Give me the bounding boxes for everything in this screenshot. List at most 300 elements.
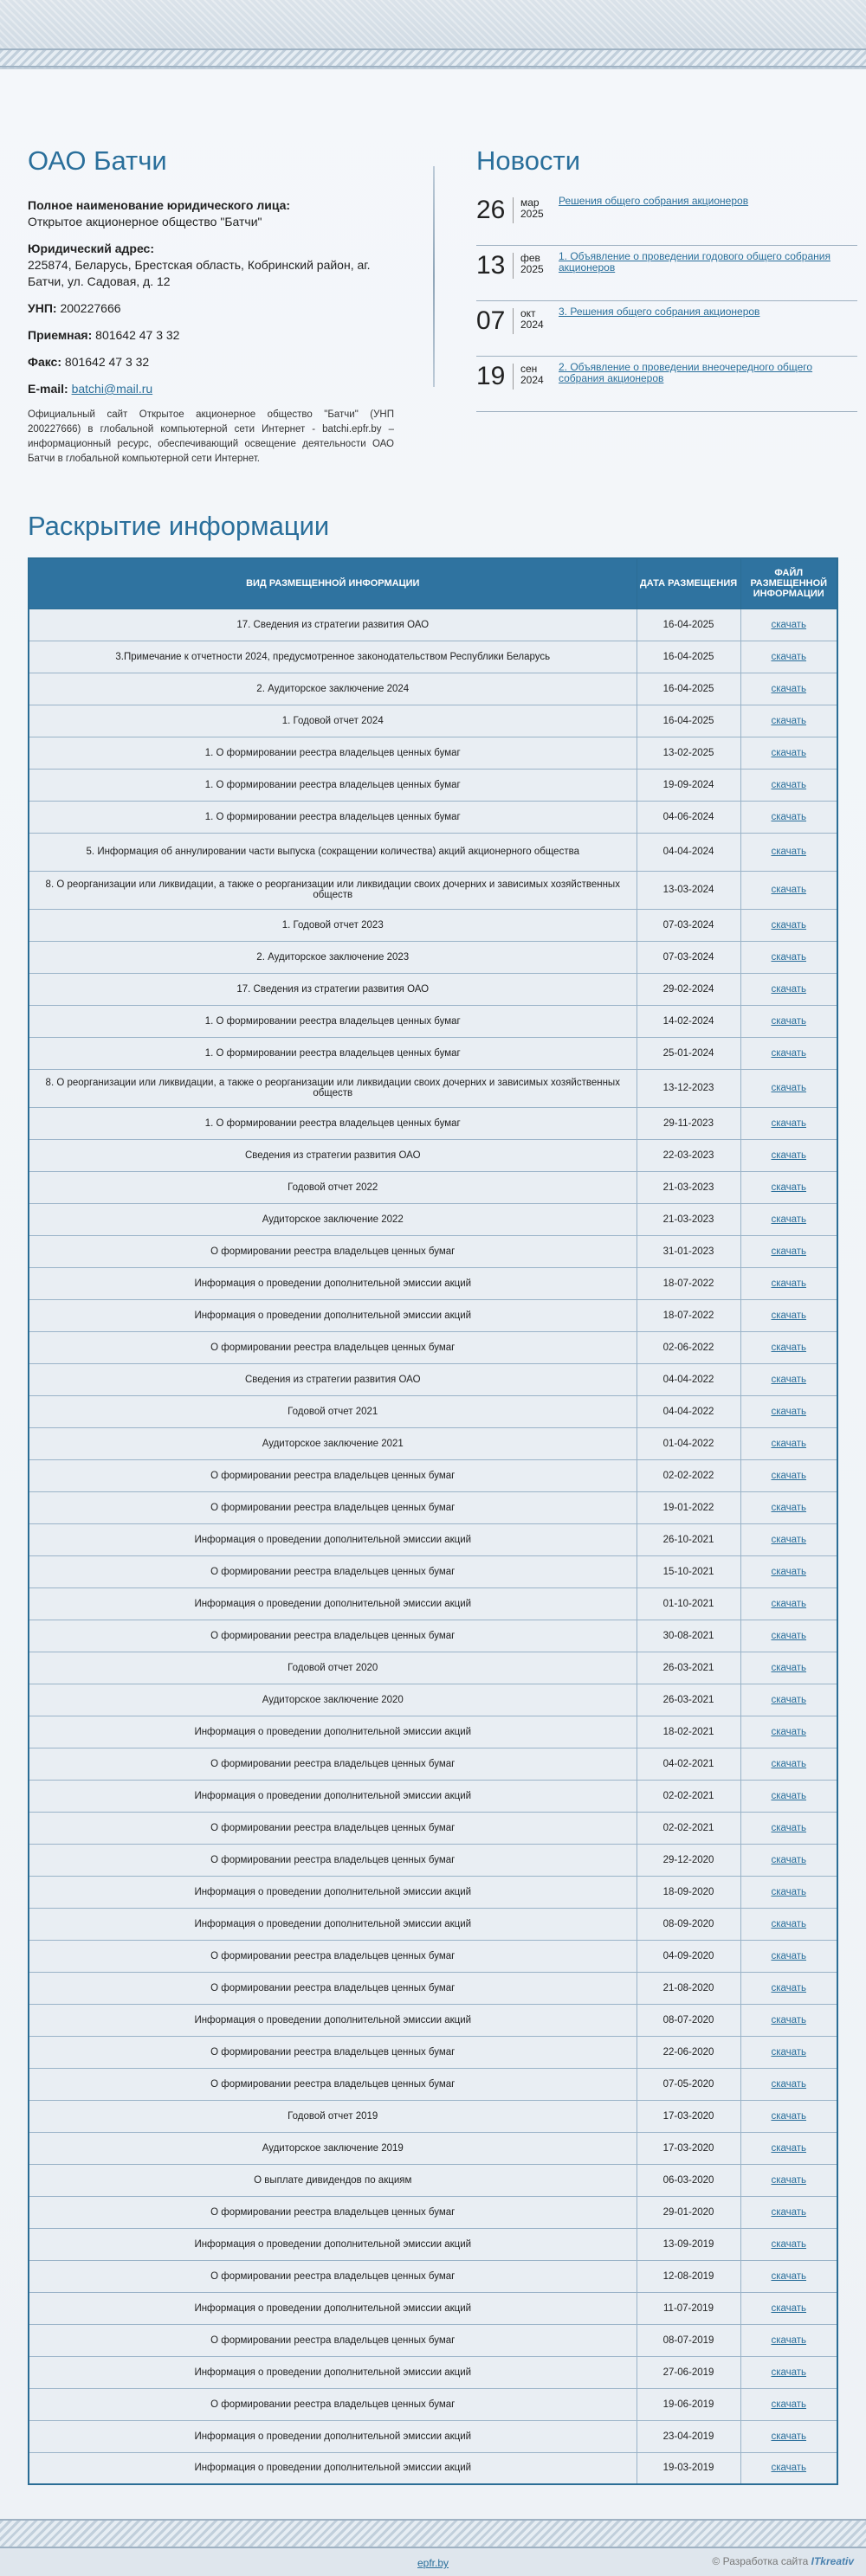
cell-file bbox=[740, 1587, 837, 1620]
table-row bbox=[29, 801, 837, 833]
table-row bbox=[29, 1491, 837, 1523]
cell-info-type: 5. Информация об аннулировании части выпуска (сокращении количества) акций акционерного общества bbox=[29, 833, 637, 871]
cell-info-type: Аудиторское заключение 2021 bbox=[29, 1427, 637, 1459]
download-link[interactable]: скачать bbox=[771, 2142, 807, 2154]
table-row bbox=[29, 2292, 837, 2324]
reception-label: Приемная: bbox=[28, 328, 93, 342]
cell-date: 19-01-2022 bbox=[637, 1491, 740, 1523]
cell-date: 06-03-2020 bbox=[637, 2164, 740, 2196]
cell-info-type: Информация о проведении дополнительной эмиссии акций bbox=[29, 2356, 637, 2388]
cell-info-type: 1. О формировании реестра владельцев ценных бумаг bbox=[29, 737, 637, 769]
cell-date: 21-08-2020 bbox=[637, 1972, 740, 2004]
cell-date: 18-09-2020 bbox=[637, 1876, 740, 1908]
cell-info-type: Информация о проведении дополнительной эмиссии акций bbox=[29, 1587, 637, 1620]
developer-brand[interactable]: ITkreativ bbox=[811, 2555, 854, 2567]
cell-file bbox=[740, 2452, 837, 2484]
table-row bbox=[29, 2420, 837, 2452]
cell-file bbox=[740, 1908, 837, 1940]
news-month-year bbox=[513, 253, 544, 279]
cell-info-type: Информация о проведении дополнительной эмиссии акций bbox=[29, 2004, 637, 2036]
cell-file bbox=[740, 1812, 837, 1844]
cell-file bbox=[740, 1363, 837, 1395]
cell-info-type: 1. О формировании реестра владельцев ценных бумаг bbox=[29, 1037, 637, 1069]
news-year: 2024 bbox=[520, 319, 544, 331]
cell-file bbox=[740, 1037, 837, 1069]
table-row bbox=[29, 871, 837, 909]
cell-file bbox=[740, 769, 837, 801]
cell-file bbox=[740, 705, 837, 737]
download-link[interactable]: скачать bbox=[771, 847, 807, 857]
cell-info-type: Сведения из стратегии развития ОАО bbox=[29, 1139, 637, 1171]
download-link[interactable]: скачать bbox=[771, 2174, 807, 2186]
news-month: сен bbox=[520, 363, 538, 375]
cell-date: 02-02-2022 bbox=[637, 1459, 740, 1491]
download-link[interactable]: скачать bbox=[771, 2078, 807, 2090]
cell-file bbox=[740, 1972, 837, 2004]
download-link[interactable]: скачать bbox=[771, 1015, 807, 1027]
download-link[interactable]: скачать bbox=[771, 1214, 807, 1225]
news-month: фев bbox=[520, 252, 540, 264]
cell-date: 13-03-2024 bbox=[637, 871, 740, 909]
table-row bbox=[29, 973, 837, 1005]
disclosure-table bbox=[28, 557, 838, 2485]
download-link[interactable]: скачать bbox=[771, 2206, 807, 2218]
download-link[interactable]: скачать bbox=[771, 1758, 807, 1769]
cell-file bbox=[740, 641, 837, 673]
download-link[interactable]: скачать bbox=[771, 1342, 807, 1353]
unp-row bbox=[28, 300, 394, 317]
download-link[interactable]: скачать bbox=[771, 1886, 807, 1897]
table-row bbox=[29, 2100, 837, 2132]
cell-date: 16-04-2025 bbox=[637, 609, 740, 641]
cell-info-type: О формировании реестра владельцев ценных бумаг bbox=[29, 1620, 637, 1652]
news-title: Новости bbox=[476, 145, 581, 176]
news-item bbox=[476, 246, 857, 301]
download-link[interactable]: скачать bbox=[771, 1694, 807, 1705]
cell-file bbox=[740, 1491, 837, 1523]
table-row bbox=[29, 1812, 837, 1844]
news-day: 13 bbox=[476, 251, 506, 280]
cell-date: 02-02-2021 bbox=[637, 1780, 740, 1812]
table-row bbox=[29, 1107, 837, 1139]
cell-date: 04-02-2021 bbox=[637, 1748, 740, 1780]
table-row bbox=[29, 1748, 837, 1780]
download-link[interactable]: скачать bbox=[771, 1470, 807, 1481]
footer bbox=[0, 2548, 866, 2576]
table-row bbox=[29, 2036, 837, 2068]
news-year: 2025 bbox=[520, 208, 544, 220]
cell-file bbox=[740, 609, 837, 641]
cell-file bbox=[740, 2420, 837, 2452]
download-link[interactable]: скачать bbox=[771, 983, 807, 995]
cell-date: 07-03-2024 bbox=[637, 941, 740, 973]
disclosure-section bbox=[28, 511, 838, 2485]
cell-date: 29-01-2020 bbox=[637, 2196, 740, 2228]
cell-info-type: 2. Аудиторское заключение 2024 bbox=[29, 673, 637, 705]
cell-file bbox=[740, 973, 837, 1005]
cell-file bbox=[740, 1139, 837, 1171]
cell-info-type: О формировании реестра владельцев ценных бумаг bbox=[29, 1844, 637, 1876]
download-link[interactable]: скачать bbox=[771, 2046, 807, 2058]
table-row bbox=[29, 1139, 837, 1171]
cell-file bbox=[740, 2164, 837, 2196]
cell-info-type: О формировании реестра владельцев ценных бумаг bbox=[29, 2324, 637, 2356]
email-link[interactable]: batchi@mail.ru bbox=[71, 382, 153, 396]
download-link[interactable]: скачать bbox=[771, 2463, 807, 2474]
table-row bbox=[29, 737, 837, 769]
table-row bbox=[29, 1459, 837, 1491]
table-header-row bbox=[29, 558, 837, 609]
fax-row bbox=[28, 354, 394, 370]
download-link[interactable]: скачать bbox=[771, 2367, 807, 2378]
cell-info-type: 17. Сведения из стратегии развития ОАО bbox=[29, 609, 637, 641]
download-link[interactable]: скачать bbox=[771, 1950, 807, 1961]
table-row bbox=[29, 1972, 837, 2004]
table-row bbox=[29, 2452, 837, 2484]
download-link[interactable]: скачать bbox=[771, 2238, 807, 2250]
cell-date: 13-12-2023 bbox=[637, 1069, 740, 1107]
cell-info-type: Информация о проведении дополнительной эмиссии акций bbox=[29, 2420, 637, 2452]
cell-date: 01-04-2022 bbox=[637, 1427, 740, 1459]
download-link[interactable]: скачать bbox=[771, 1726, 807, 1737]
news-date bbox=[476, 196, 559, 225]
table-row bbox=[29, 641, 837, 673]
cell-date: 16-04-2025 bbox=[637, 673, 740, 705]
news-link[interactable]: 2. Объявление о проведении внеочередного общего собрания акционеров bbox=[559, 361, 813, 384]
cell-info-type: Годовой отчет 2022 bbox=[29, 1171, 637, 1203]
header-info-type: ВИД РАЗМЕЩЕННОЙ ИНФОРМАЦИИ bbox=[29, 558, 637, 609]
table-row bbox=[29, 1363, 837, 1395]
header-date: ДАТА РАЗМЕЩЕНИЯ bbox=[637, 558, 740, 609]
cell-date: 08-07-2019 bbox=[637, 2324, 740, 2356]
cell-date: 26-03-2021 bbox=[637, 1684, 740, 1716]
download-link[interactable]: скачать bbox=[771, 2302, 807, 2314]
cell-file bbox=[740, 2324, 837, 2356]
cell-file bbox=[740, 833, 837, 871]
download-link[interactable]: скачать bbox=[771, 919, 807, 931]
cell-info-type: О формировании реестра владельцев ценных бумаг bbox=[29, 1235, 637, 1267]
cell-date: 02-02-2021 bbox=[637, 1812, 740, 1844]
news-section bbox=[476, 145, 857, 412]
news-year: 2025 bbox=[520, 263, 544, 275]
table-row bbox=[29, 1844, 837, 1876]
download-link[interactable]: скачать bbox=[771, 2334, 807, 2346]
news-month: мар bbox=[520, 196, 540, 209]
cell-info-type: О формировании реестра владельцев ценных бумаг bbox=[29, 2036, 637, 2068]
fax-value: 801642 47 3 32 bbox=[64, 355, 150, 369]
download-link[interactable]: скачать bbox=[771, 1534, 807, 1545]
cell-date: 31-01-2023 bbox=[637, 1235, 740, 1267]
download-link[interactable]: скачать bbox=[771, 747, 807, 758]
news-item bbox=[476, 301, 857, 357]
download-link[interactable]: скачать bbox=[771, 1083, 807, 1093]
download-link[interactable]: скачать bbox=[771, 651, 807, 662]
news-date bbox=[476, 362, 559, 391]
download-link[interactable]: скачать bbox=[771, 1047, 807, 1059]
news-day: 19 bbox=[476, 362, 506, 390]
reception-value: 801642 47 3 32 bbox=[95, 328, 180, 342]
cell-date: 07-03-2024 bbox=[637, 909, 740, 941]
news-year: 2024 bbox=[520, 374, 544, 386]
cell-date: 27-06-2019 bbox=[637, 2356, 740, 2388]
cell-date: 04-09-2020 bbox=[637, 1940, 740, 1972]
top-ornament-band bbox=[0, 48, 866, 68]
cell-info-type: 2. Аудиторское заключение 2023 bbox=[29, 941, 637, 973]
cell-file bbox=[740, 1005, 837, 1037]
download-link[interactable]: скачать bbox=[771, 1310, 807, 1321]
download-link[interactable]: скачать bbox=[771, 2110, 807, 2122]
cell-file bbox=[740, 1267, 837, 1299]
cell-file bbox=[740, 1620, 837, 1652]
cell-info-type: Информация о проведении дополнительной эмиссии акций bbox=[29, 1780, 637, 1812]
news-month-year bbox=[513, 364, 544, 390]
download-link[interactable]: скачать bbox=[771, 1630, 807, 1641]
cell-date: 14-02-2024 bbox=[637, 1005, 740, 1037]
download-link[interactable]: скачать bbox=[771, 1790, 807, 1801]
cell-date: 23-04-2019 bbox=[637, 2420, 740, 2452]
download-link[interactable]: скачать bbox=[771, 885, 807, 895]
cell-file bbox=[740, 2228, 837, 2260]
cell-info-type: О формировании реестра владельцев ценных бумаг bbox=[29, 1555, 637, 1587]
cell-date: 30-08-2021 bbox=[637, 1620, 740, 1652]
cell-info-type: Информация о проведении дополнительной эмиссии акций bbox=[29, 1267, 637, 1299]
cell-info-type: 1. О формировании реестра владельцев ценных бумаг bbox=[29, 769, 637, 801]
table-row bbox=[29, 1652, 837, 1684]
cell-info-type: Информация о проведении дополнительной эмиссии акций bbox=[29, 2292, 637, 2324]
company-title: ОАО Батчи bbox=[28, 145, 167, 176]
cell-info-type: Аудиторское заключение 2022 bbox=[29, 1203, 637, 1235]
legal-name-block bbox=[28, 197, 394, 230]
cell-date: 18-07-2022 bbox=[637, 1267, 740, 1299]
cell-info-type: 1. Годовой отчет 2024 bbox=[29, 705, 637, 737]
table-row bbox=[29, 2324, 837, 2356]
table-row bbox=[29, 2388, 837, 2420]
download-link[interactable]: скачать bbox=[771, 951, 807, 963]
table-row bbox=[29, 2356, 837, 2388]
table-body bbox=[29, 609, 837, 2484]
download-link[interactable]: скачать bbox=[771, 811, 807, 822]
download-link[interactable]: скачать bbox=[771, 683, 807, 694]
cell-info-type: О формировании реестра владельцев ценных бумаг bbox=[29, 1331, 637, 1363]
cell-info-type: О формировании реестра владельцев ценных бумаг bbox=[29, 1812, 637, 1844]
table-row bbox=[29, 1037, 837, 1069]
cell-file bbox=[740, 2100, 837, 2132]
download-link[interactable]: скачать bbox=[771, 779, 807, 790]
legal-name-value: Открытое акционерное общество "Батчи" bbox=[28, 215, 262, 229]
email-label: E-mail: bbox=[28, 382, 68, 396]
cell-file bbox=[740, 673, 837, 705]
cell-file bbox=[740, 1235, 837, 1267]
cell-file bbox=[740, 1844, 837, 1876]
cell-date: 19-09-2024 bbox=[637, 769, 740, 801]
download-link[interactable]: скачать bbox=[771, 1246, 807, 1257]
cell-date: 19-03-2019 bbox=[637, 2452, 740, 2484]
bottom-decorative-strip bbox=[0, 2519, 866, 2548]
table-row bbox=[29, 1716, 837, 1748]
cell-date: 04-04-2022 bbox=[637, 1363, 740, 1395]
download-link[interactable]: скачать bbox=[771, 715, 807, 726]
download-link[interactable]: скачать bbox=[771, 1566, 807, 1577]
download-link[interactable]: скачать bbox=[771, 2014, 807, 2025]
cell-date: 13-09-2019 bbox=[637, 2228, 740, 2260]
table-row bbox=[29, 769, 837, 801]
download-link[interactable]: скачать bbox=[771, 1278, 807, 1289]
cell-info-type: Информация о проведении дополнительной эмиссии акций bbox=[29, 1716, 637, 1748]
download-link[interactable]: скачать bbox=[771, 1374, 807, 1385]
company-info bbox=[28, 145, 394, 467]
news-item bbox=[476, 190, 857, 246]
download-link[interactable]: скачать bbox=[771, 1598, 807, 1609]
email-row bbox=[28, 381, 394, 397]
cell-date: 29-02-2024 bbox=[637, 973, 740, 1005]
table-row bbox=[29, 673, 837, 705]
cell-file bbox=[740, 1716, 837, 1748]
table-row bbox=[29, 1555, 837, 1587]
cell-date: 07-05-2020 bbox=[637, 2068, 740, 2100]
table-row bbox=[29, 2228, 837, 2260]
cell-file bbox=[740, 1940, 837, 1972]
cell-date: 15-10-2021 bbox=[637, 1555, 740, 1587]
header-file: ФАЙЛ РАЗМЕЩЕННОЙ ИНФОРМАЦИИ bbox=[740, 558, 837, 609]
cell-date: 21-03-2023 bbox=[637, 1171, 740, 1203]
cell-file bbox=[740, 1395, 837, 1427]
cell-info-type: Аудиторское заключение 2020 bbox=[29, 1684, 637, 1716]
cell-file bbox=[740, 2036, 837, 2068]
top-decorative-strip bbox=[0, 0, 866, 69]
cell-info-type: О формировании реестра владельцев ценных бумаг bbox=[29, 1940, 637, 1972]
news-link[interactable]: 3. Решения общего собрания акционеров bbox=[559, 306, 760, 318]
cell-file bbox=[740, 2196, 837, 2228]
developer-prefix: © Разработка сайта bbox=[712, 2555, 809, 2567]
cell-date: 11-07-2019 bbox=[637, 2292, 740, 2324]
news-list bbox=[476, 190, 857, 412]
download-link[interactable]: скачать bbox=[771, 1182, 807, 1193]
cell-date: 18-07-2022 bbox=[637, 1299, 740, 1331]
table-row bbox=[29, 1005, 837, 1037]
download-link[interactable]: скачать bbox=[771, 1117, 807, 1129]
cell-date: 29-11-2023 bbox=[637, 1107, 740, 1139]
cell-date: 08-09-2020 bbox=[637, 1908, 740, 1940]
table-row bbox=[29, 909, 837, 941]
news-link[interactable]: Решения общего собрания акционеров bbox=[559, 195, 749, 207]
cell-date: 19-06-2019 bbox=[637, 2388, 740, 2420]
cell-date: 17-03-2020 bbox=[637, 2132, 740, 2164]
cell-date: 12-08-2019 bbox=[637, 2260, 740, 2292]
download-link[interactable]: скачать bbox=[771, 1502, 807, 1513]
cell-file bbox=[740, 1555, 837, 1587]
table-row bbox=[29, 609, 837, 641]
download-link[interactable]: скачать bbox=[771, 1662, 807, 1673]
table-row bbox=[29, 1069, 837, 1107]
cell-date: 08-07-2020 bbox=[637, 2004, 740, 2036]
cell-info-type: О формировании реестра владельцев ценных бумаг bbox=[29, 2260, 637, 2292]
cell-date: 21-03-2023 bbox=[637, 1203, 740, 1235]
cell-date: 25-01-2024 bbox=[637, 1037, 740, 1069]
download-link[interactable]: скачать bbox=[771, 2270, 807, 2282]
table-row bbox=[29, 1908, 837, 1940]
cell-date: 26-03-2021 bbox=[637, 1652, 740, 1684]
cell-date: 04-04-2024 bbox=[637, 833, 740, 871]
cell-date: 02-06-2022 bbox=[637, 1331, 740, 1363]
cell-date: 22-06-2020 bbox=[637, 2036, 740, 2068]
download-link[interactable]: скачать bbox=[771, 2399, 807, 2410]
site-description: Официальный сайт Открытое акционерное общество "Батчи" (УНП 200227666) в глобальной компьютерной сети Интернет - batchi.epfr.by – информационный ресурс, обеспечивающий освещение деятельности ОАО Батчи в глобальной компьютерной сети Интернет. bbox=[28, 409, 394, 464]
cell-file bbox=[740, 1427, 837, 1459]
download-link[interactable]: скачать bbox=[771, 1150, 807, 1161]
download-link[interactable]: скачать bbox=[771, 1918, 807, 1929]
cell-info-type: 1. О формировании реестра владельцев ценных бумаг bbox=[29, 1005, 637, 1037]
cell-info-type: 8. О реорганизации или ликвидации, а также о реорганизации или ликвидации своих дочерних и зависимых хозяйственных обществ bbox=[29, 1069, 637, 1107]
news-date bbox=[476, 251, 559, 280]
address-block bbox=[28, 241, 394, 290]
table-row bbox=[29, 1395, 837, 1427]
table-row bbox=[29, 2068, 837, 2100]
cell-file bbox=[740, 1069, 837, 1107]
fax-label: Факс: bbox=[28, 355, 62, 369]
download-link[interactable]: скачать bbox=[771, 1438, 807, 1449]
download-link[interactable]: скачать bbox=[771, 2431, 807, 2442]
cell-info-type: Годовой отчет 2020 bbox=[29, 1652, 637, 1684]
cell-file bbox=[740, 2068, 837, 2100]
disclosure-title: Раскрытие информации bbox=[28, 511, 330, 541]
download-link[interactable]: скачать bbox=[771, 1854, 807, 1865]
news-link[interactable]: 1. Объявление о проведении годового общего собрания акционеров bbox=[559, 250, 830, 274]
table-row bbox=[29, 1780, 837, 1812]
cell-date: 13-02-2025 bbox=[637, 737, 740, 769]
news-item bbox=[476, 357, 857, 412]
footer-site-link[interactable]: epfr.by bbox=[417, 2557, 449, 2569]
legal-name-label: Полное наименование юридического лица: bbox=[28, 198, 291, 212]
cell-date: 01-10-2021 bbox=[637, 1587, 740, 1620]
cell-file bbox=[740, 1171, 837, 1203]
cell-info-type: 1. О формировании реестра владельцев ценных бумаг bbox=[29, 801, 637, 833]
table-row bbox=[29, 1620, 837, 1652]
cell-file bbox=[740, 2292, 837, 2324]
download-link[interactable]: скачать bbox=[771, 1822, 807, 1833]
developer-credit bbox=[712, 2555, 854, 2567]
cell-date: 17-03-2020 bbox=[637, 2100, 740, 2132]
cell-info-type: 17. Сведения из стратегии развития ОАО bbox=[29, 973, 637, 1005]
cell-file bbox=[740, 871, 837, 909]
cell-date: 04-04-2022 bbox=[637, 1395, 740, 1427]
cell-info-type: Информация о проведении дополнительной эмиссии акций bbox=[29, 2452, 637, 2484]
cell-date: 04-06-2024 bbox=[637, 801, 740, 833]
cell-file bbox=[740, 1748, 837, 1780]
news-day: 07 bbox=[476, 306, 506, 335]
cell-info-type: 8. О реорганизации или ликвидации, а также о реорганизации или ликвидации своих дочерних и зависимых хозяйственных обществ bbox=[29, 871, 637, 909]
cell-file bbox=[740, 941, 837, 973]
reception-row bbox=[28, 327, 394, 344]
cell-file bbox=[740, 1523, 837, 1555]
download-link[interactable]: скачать bbox=[771, 1406, 807, 1417]
cell-file bbox=[740, 737, 837, 769]
cell-info-type: Информация о проведении дополнительной эмиссии акций bbox=[29, 1299, 637, 1331]
cell-info-type: Информация о проведении дополнительной эмиссии акций bbox=[29, 2228, 637, 2260]
cell-info-type: О формировании реестра владельцев ценных бумаг bbox=[29, 2388, 637, 2420]
cell-file bbox=[740, 2260, 837, 2292]
news-day: 26 bbox=[476, 196, 506, 224]
address-label: Юридический адрес: bbox=[28, 242, 154, 255]
cell-info-type: О формировании реестра владельцев ценных бумаг bbox=[29, 1748, 637, 1780]
news-month-year bbox=[513, 308, 544, 334]
cell-file bbox=[740, 1203, 837, 1235]
table-row bbox=[29, 1235, 837, 1267]
cell-info-type: О формировании реестра владельцев ценных бумаг bbox=[29, 2196, 637, 2228]
download-link[interactable]: скачать bbox=[771, 619, 807, 630]
table-row bbox=[29, 2004, 837, 2036]
cell-file bbox=[740, 1459, 837, 1491]
download-link[interactable]: скачать bbox=[771, 1982, 807, 1993]
